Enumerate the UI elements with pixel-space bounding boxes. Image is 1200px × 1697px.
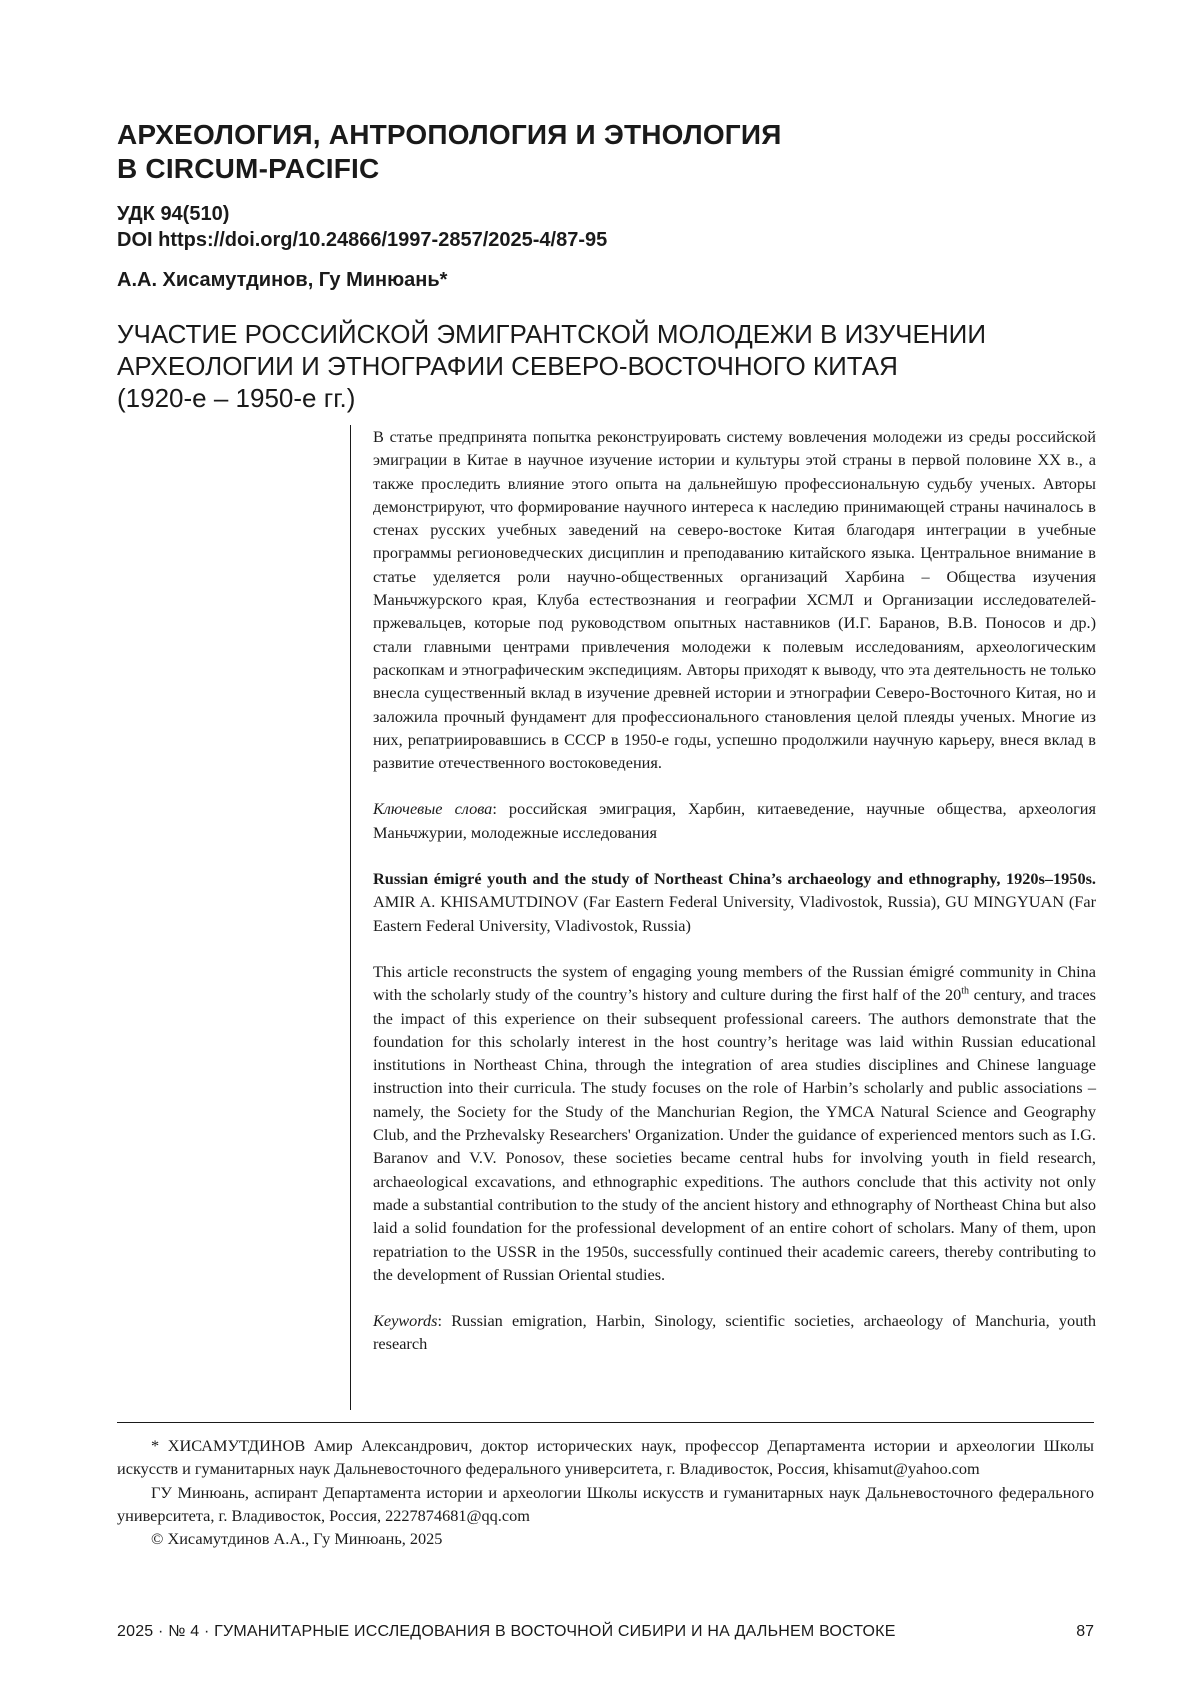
doi-link[interactable]: DOI https://doi.org/10.24866/1997-2857/2025-4/87-95 (117, 229, 608, 251)
keywords-russian-list: : российская эмиграция, Харбин, китаеведение, научные общества, археология Маньчжурии, молодежные исследования (373, 799, 1096, 842)
abstract-block (350, 425, 1096, 1410)
keywords-english-list: : Russian emigration, Harbin, Sinology, scientific societies, archaeology of Manchuria, youth research (373, 1311, 1096, 1354)
abstract-english-part-2: century, and traces the impact of this experience on their subsequent professional careers. The authors demonstrate that the foundation for this scholarly interest in the host country’s heritage was laid within Russian educational institutions in Northeast China, through the integration of area studies disciplines and Chinese language instruction into their curricula. The study focuses on the role of Harbin’s scholarly and public associations – namely, the Society for the Study of the Manchurian Region, the YMCA Natural Science and Geography Club, and the Przhevalsky Researchers' Organization. Under the guidance of experienced mentors such as I.G. Baranov and V.V. Ponosov, these societies became central hubs for involving youth in field research, archaeological excavations, and ethnographic expeditions. The authors conclude that this activity not only made a substantial contribution to the study of the ancient history and ethnography of Northeast China but also laid a solid foundation for the professional development of an entire cohort of scholars. Many of them, upon repatriation to the USSR in the 1950s, successfully continued their academic careers, thereby contributing to the development of Russian Oriental studies. (373, 985, 1096, 1284)
article-identifiers (117, 201, 607, 253)
keywords-russian (373, 797, 1096, 844)
section-heading (117, 118, 1077, 186)
english-title-block (373, 867, 1096, 937)
english-authors: AMIR A. KHISAMUTDINOV (Far Eastern Federal University, Vladivostok, Russia), GU MINGYUAN (Far Eastern Federal University, Vladivostok, Russia) (373, 892, 1096, 935)
abstract-content (373, 425, 1096, 1356)
article-title-line-2: АРХЕОЛОГИИ И ЭТНОГРАФИИ СЕВЕРО-ВОСТОЧНОГО КИТАЯ (117, 351, 898, 381)
copyright-note: © Хисамутдинов А.А., Гу Минюань, 2025 (151, 1529, 443, 1549)
section-heading-line-2: В CIRCUM-PACIFIC (117, 153, 380, 184)
ordinal-superscript: th (961, 985, 970, 997)
footnote-author-2: ГУ Минюань, аспирант Департамента истории и археологии Школы искусств и гуманитарных наук Дальневосточного федерального университета, г. Владивосток, Россия, 2227874681@qq.com (117, 1482, 1094, 1525)
article-authors: А.А. Хисамутдинов, Гу Минюань* (117, 269, 448, 291)
section-heading-line-1: АРХЕОЛОГИЯ, АНТРОПОЛОГИЯ И ЭТНОЛОГИЯ (117, 119, 782, 150)
english-title: Russian émigré youth and the study of Northeast China’s archaeology and ethnography, 1920s–1950s. (373, 869, 1096, 889)
keywords-english (373, 1309, 1096, 1356)
footnote-author-1: * ХИСАМУТДИНОВ Амир Александрович, доктор исторических наук, профессор Департамента истории и археологии Школы искусств и гуманитарных наук Дальневосточного федерального университета, г. Владивосток, Россия, khisamut@yahoo.com (117, 1436, 1094, 1479)
abstract-english (373, 960, 1096, 1286)
keywords-english-label: Keywords (373, 1311, 438, 1331)
udk-code: УДК 94(510) (117, 203, 230, 225)
keywords-russian-label: Ключевые слова (373, 799, 493, 819)
footnote-divider (117, 1422, 1094, 1423)
abstract-russian: В статье предпринята попытка реконструировать систему вовлечения молодежи из среды российской эмиграции в Китае в научное изучение истории и культуры этой страны в первой половине XX в., а также проследить влияние этого опыта на дальнейшую профессиональную судьбу ученых. Авторы демонстрируют, что формирование научного интереса к наследию принимающей страны начиналось в стенах русских учебных заведений на северо-востоке Китая благодаря интеграции в учебные программы регионоведческих дисциплин и преподаванию китайского языка. Центральное внимание в статье уделяется роли научно-общественных организаций Харбина – Общества изучения Маньчжурского края, Клуба естествознания и географии ХСМЛ и Организации исследователей-пржевальцев, которые под руководством опытных наставников (И.Г. Баранов, В.В. Поносов и др.) стали главными центрами привлечения молодежи к полевым исследованиям, археологическим раскопкам и этнографическим экспедициям. Авторы приходят к выводу, что эта деятельность не только внесла существенный вклад в изучение древней истории и этнографии Северо-Восточного Китая, но и заложила прочный фундамент для профессионального становления целой плеяды ученых. Многие из них, репатриировавшись в СССР в 1950-е годы, успешно продолжили научную карьеру, внеся вклад в развитие отечественного востоковедения. (373, 427, 1096, 773)
footnotes (117, 1434, 1094, 1550)
journal-running-footer: 2025 · № 4 · ГУМАНИТАРНЫЕ ИССЛЕДОВАНИЯ В ВОСТОЧНОЙ СИБИРИ И НА ДАЛЬНЕМ ВОСТОКЕ (117, 1623, 896, 1640)
article-title (117, 318, 1077, 414)
article-title-line-1: УЧАСТИЕ РОССИЙСКОЙ ЭМИГРАНТСКОЙ МОЛОДЕЖИ В ИЗУЧЕНИИ (117, 319, 987, 349)
page-number: 87 (1076, 1623, 1094, 1640)
abstract-english-part-1: This article reconstructs the system of engaging young members of the Russian émigré community in China with the scholarly study of the country’s history and culture during the first half of the 20 (373, 961, 1096, 1005)
page-footer (117, 1620, 1094, 1644)
article-title-line-3: (1920-е – 1950-е гг.) (117, 383, 356, 413)
